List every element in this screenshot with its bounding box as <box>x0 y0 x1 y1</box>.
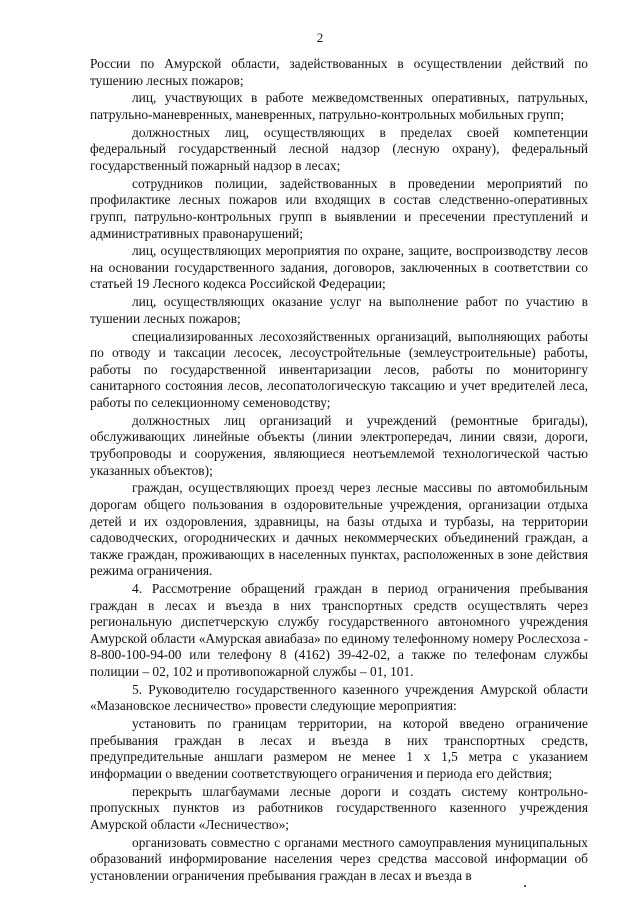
paragraph: сотрудников полиции, задействованных в проведении мероприятий по профилактике лесных пожаров или входящих в состав следственно-оперативных групп, патрульно-контрольных групп в выявлении и пресечении преступлений и административных правонарушений; <box>90 175 588 241</box>
paragraph: граждан, осуществляющих проезд через лесные массивы по автомобильным дорогам общего пользования в оздоровительные учреждения, организации отдыха детей и их оздоровления, здравницы, на базы отдыха и турбазы, на территории садоводческих, огороднических и дачных некоммерческих объединений граждан, а также граждан, проживающих в населенных пунктах, расположенных в зоне действия режима ограничения. <box>90 480 588 579</box>
paragraph: перекрыть шлагбаумами лесные дороги и создать систему контрольно-пропускных пунктов из работников государственного казенного учреждения Амурской области «Лесничество»; <box>90 783 588 832</box>
paragraph: организовать совместно с органами местного самоуправления муниципальных образований информирование населения через средства массовой информации об установлении ограничения пребывания граждан в лесах и въезда в <box>90 834 588 883</box>
paragraph: установить по границам территории, на которой введено ограничение пребывания граждан в лесах и въезда в них транспортных средств, предупредительные аншлаги размером не менее 1 х 1,5 метра с указанием информации о введении соответствующего ограничения и периода его действия; <box>90 716 588 781</box>
scan-speck <box>524 885 526 887</box>
paragraph: лиц, осуществляющих оказание услуг на выполнение работ по участию в тушении лесных пожаров; <box>90 294 588 326</box>
paragraph: лиц, осуществляющих мероприятия по охране, защите, воспроизводству лесов на основании государственного задания, договоров, заключенных в соответствии со статьей 19 Лесного кодекса Российской Федерации; <box>90 243 588 292</box>
paragraph-item-5: 5. Руководителю государственного казенного учреждения Амурской области «Мазановское лесничество» провести следующие мероприятия: <box>90 681 588 714</box>
page-number: 2 <box>316 30 324 45</box>
document-body <box>90 56 588 885</box>
paragraph: России по Амурской области, задействованных в осуществлении действий по тушению лесных пожаров; <box>90 56 588 88</box>
paragraph: специализированных лесохозяйственных организаций, выполняющих работы по отводу и таксации лесосек, лесоустройтельные (землеустроительные) работы, работы по государственной инвентаризации лесов, работы по мониторингу санитарного состояния лесов, лесопатологическую таксацию и учет вредителей леса, работы по селекционному семеноводству; <box>90 328 588 410</box>
paragraph: должностных лиц, осуществляющих в пределах своей компетенции федеральный государственный лесной надзор (лесную охрану), федеральный государственный пожарный надзор в лесах; <box>90 124 588 173</box>
paragraph: лиц, участвующих в работе межведомственных оперативных, патрульных, патрульно-маневренных, маневренных, патрульно-контрольных мобильных групп; <box>90 90 588 122</box>
paragraph-item-4: 4. Рассмотрение обращений граждан в период ограничения пребывания граждан в лесах и въезда в них транспортных средств осуществлять через региональную диспетчерскую службу государственного автономного учреждения Амурской области «Амурская авиабаза» по единому телефонному номеру Рослесхоза - 8-800-100-94-00 или телефону 8 (4162) 39-42-02, а также по телефонам службы полиции – 02, 102 и противопожарной службы – 01, 101. <box>90 581 588 680</box>
paragraph: должностных лиц организаций и учреждений (ремонтные бригады), обслуживающих линейные объекты (линии электропередач, линии связи, дороги, трубопроводы и сооружения, являющиеся неотъемлемой технологической частью указанных объектов); <box>90 412 588 478</box>
